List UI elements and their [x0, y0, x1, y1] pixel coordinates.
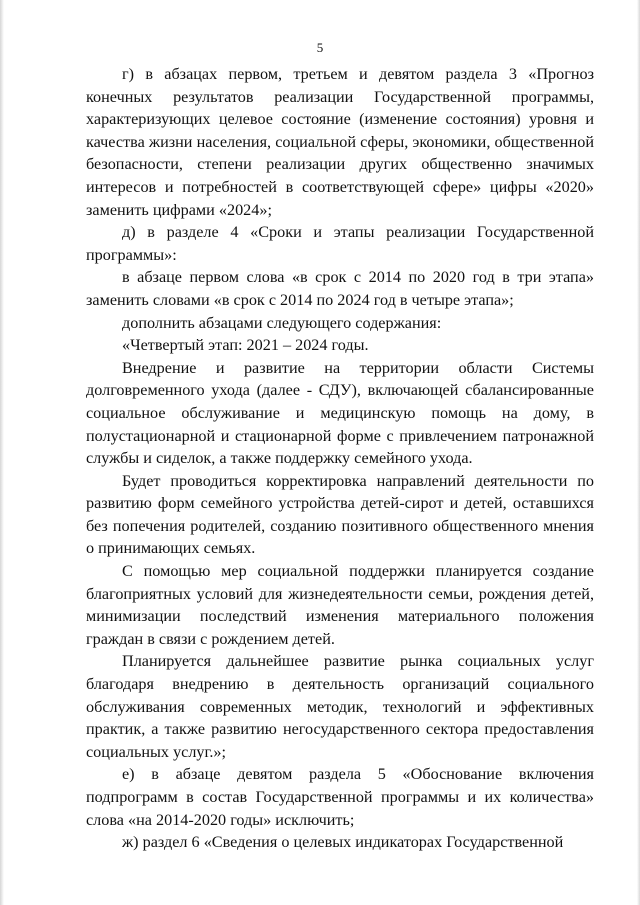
scan-edge-left	[0, 0, 4, 905]
paragraph-supplement-intro: дополнить абзацами следующего содержания:	[122, 313, 442, 332]
paragraph-g-section-3: г) в абзацах первом, третьем и девятом раздела 3 «Прогноз конечных результатов реализации Государственной программы, характеризующих целевое состояние (изменение состояния) уровня и качества жизни населения, социальной сферы, экономики, общественной безопасности, степени реализации других общественно значимых интересов и потребностей в соответствующей сфере» цифры «2020» заменить цифрами «2024»;	[86, 65, 594, 219]
paragraph-social-services-market: Планируется дальнейшее развитие рынка социальных услуг благодаря внедрению в деятельность организаций социального обслуживания современных методик, технологий и эффективных практик, а также развитию негосударственного сектора предоставления социальных услуг.»;	[86, 652, 594, 761]
paragraph-sdu: Внедрение и развитие на территории области Системы долговременного ухода (далее - СДУ), включающей сбалансированные социальное обслуживание и медицинскую помощь на дому, в полустационарной и стационарной форме с привлечением патронажной службы и сиделок, а также поддержку семейного ухода.	[86, 358, 594, 468]
paragraph-d-section-4: д) в разделе 4 «Сроки и этапы реализации Государственной программы»:	[86, 223, 594, 264]
paragraph-first-abzac-change: в абзаце первом слова «в срок с 2014 по 2020 год в три этапа» заменить словами «в срок с 2014 по 2024 год в четыре этапа»;	[86, 268, 594, 309]
page-number: 5	[316, 40, 324, 55]
paragraph-zh-section-6: ж) раздел 6 «Сведения о целевых индикаторах Государственной	[122, 833, 564, 852]
paragraph-fourth-stage: «Четвертый этап: 2021 – 2024 годы.	[122, 336, 369, 355]
paragraph-social-support: С помощью мер социальной поддержки планируется создание благоприятных условий для жизнедеятельности семьи, рождения детей, минимизации последствий изменения материального положения граждан в связи с рождением детей.	[86, 562, 594, 648]
paragraph-e-section-5: е) в абзаце девятом раздела 5 «Обоснование включения подпрограмм в состав Государственной программы и их количества» слова «на 2014-2020 годы» исключить;	[86, 765, 594, 829]
paragraph-family-placement: Будет проводиться корректировка направлений деятельности по развитию форм семейного устройства детей-сирот и детей, оставшихся без попечения родителей, созданию позитивного общественного мнения о принимающих семьях.	[86, 471, 594, 558]
document-body	[86, 63, 594, 854]
